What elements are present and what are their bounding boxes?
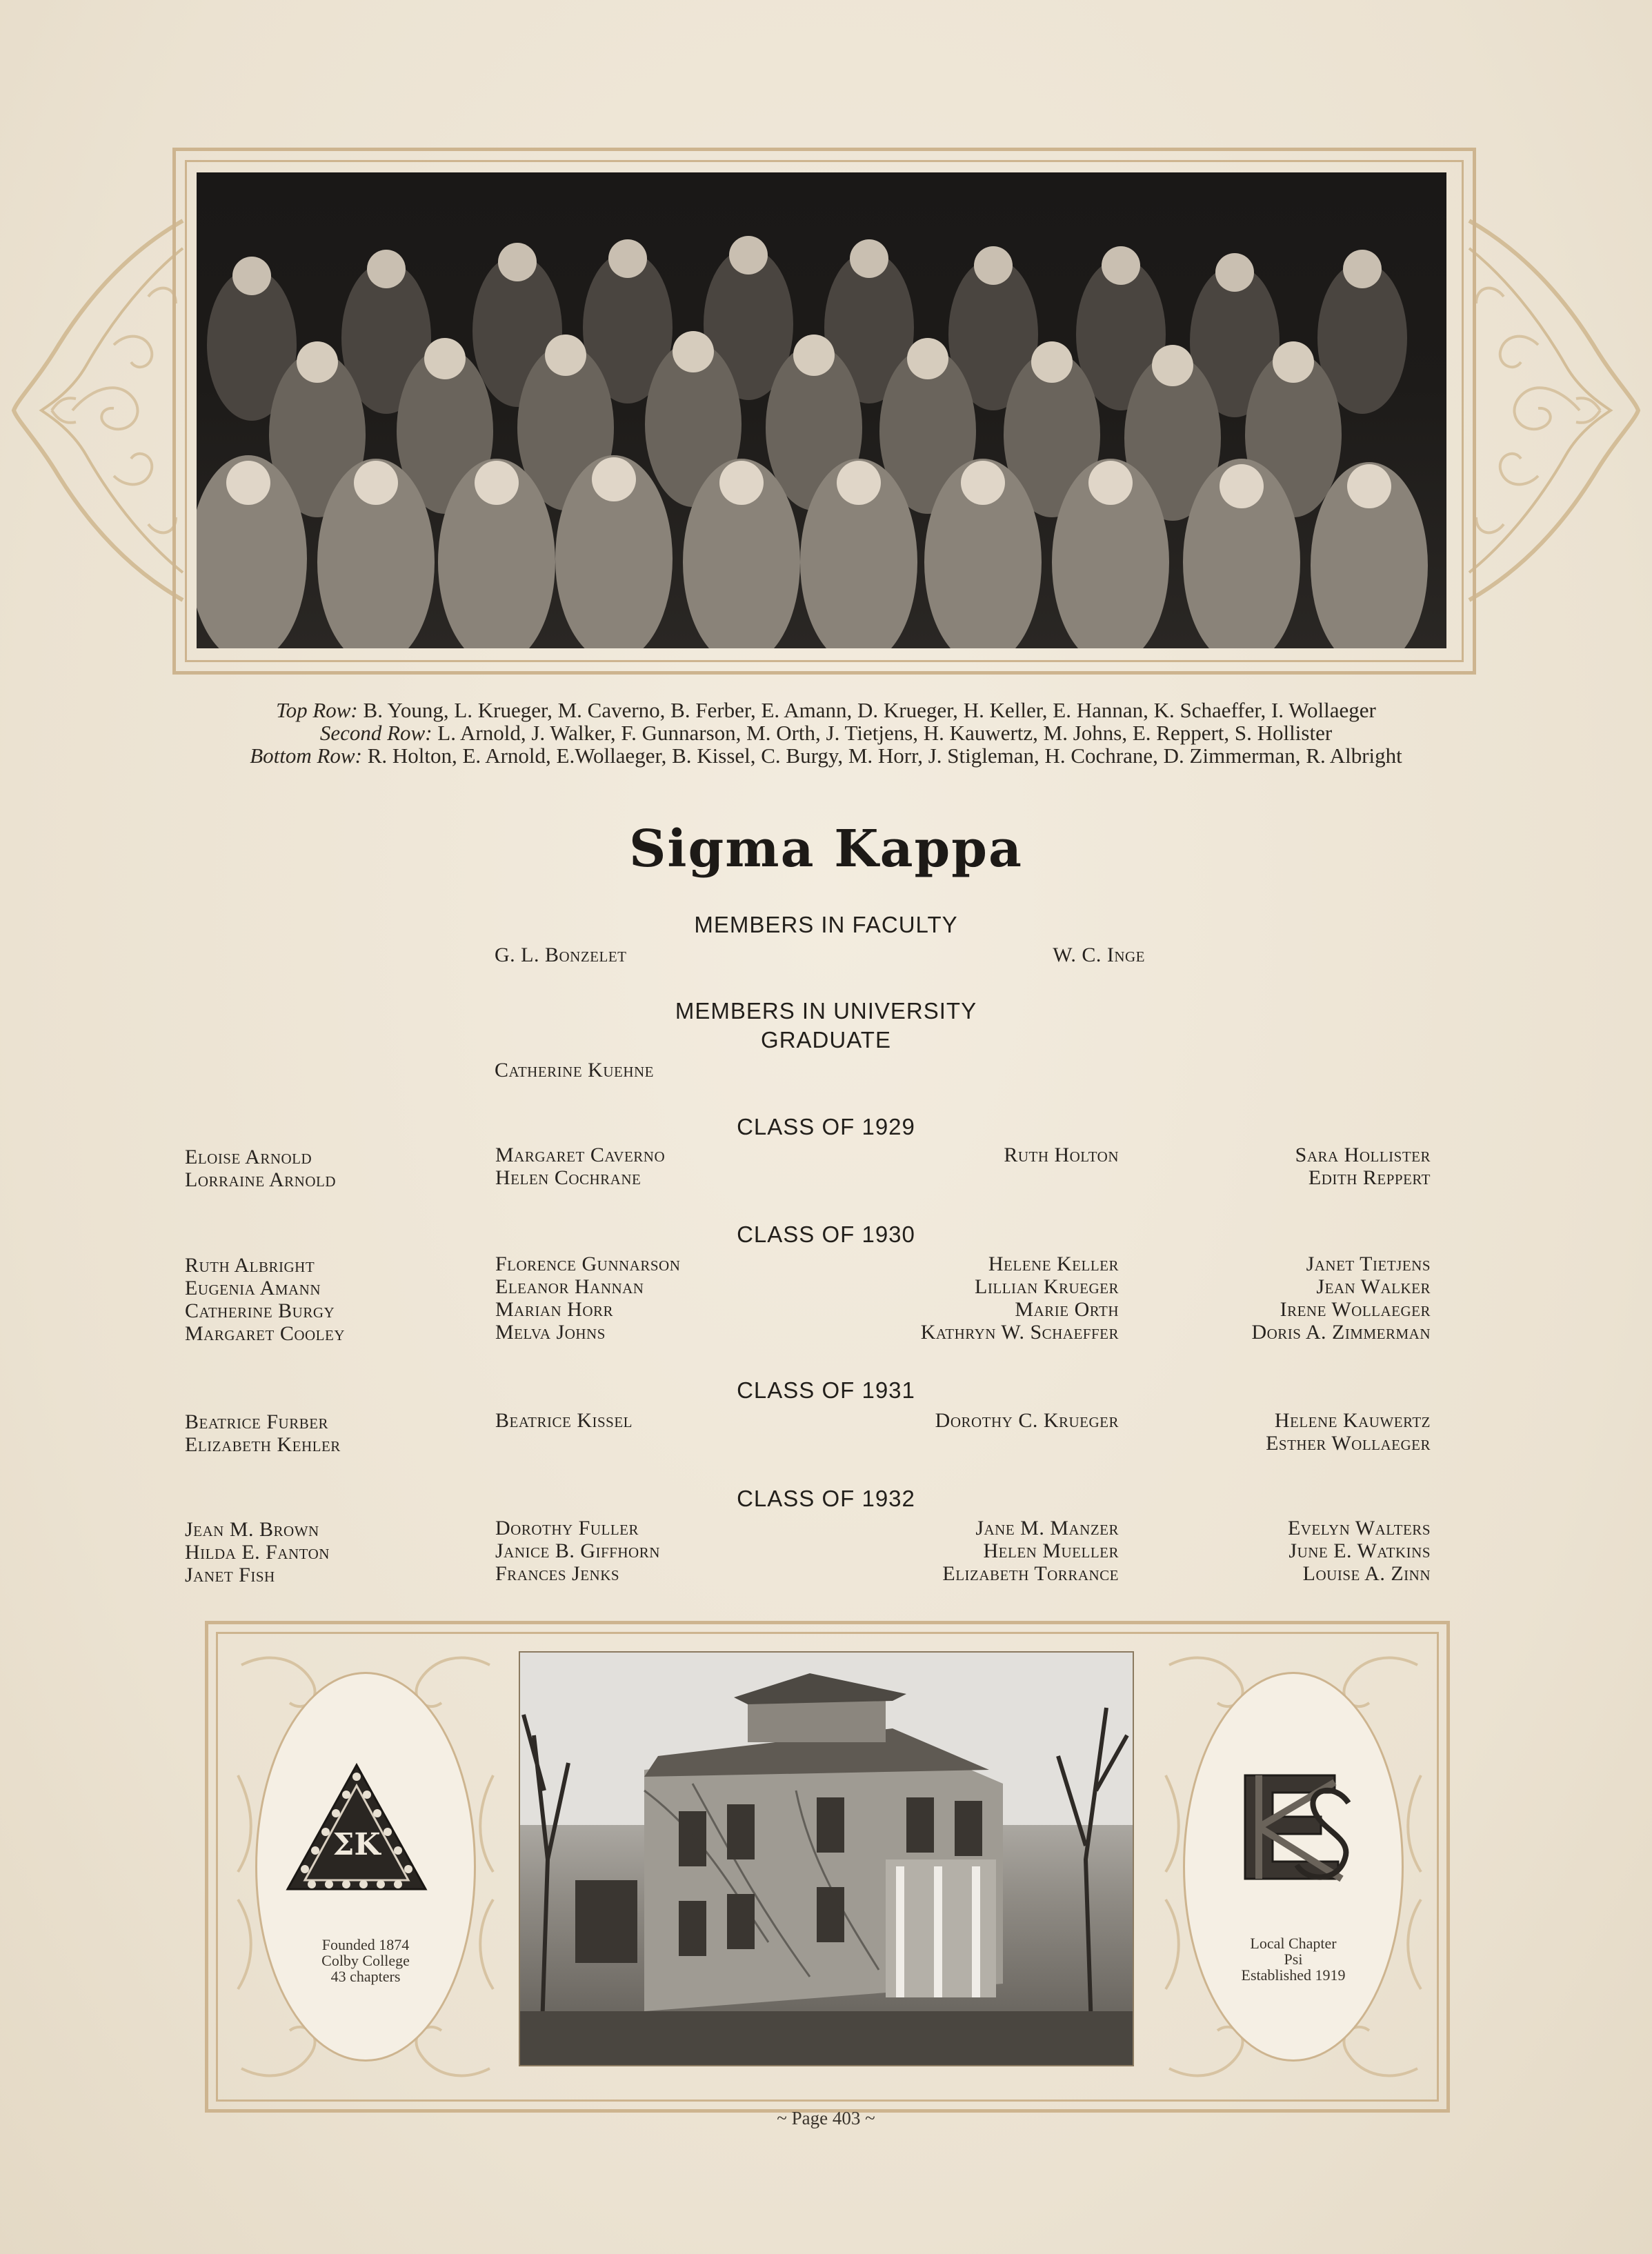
member-name: Helene Kauwertz [1274, 1409, 1431, 1432]
photo-caption [124, 699, 1528, 767]
member-name: Evelyn Walters [1287, 1517, 1431, 1539]
group-photo [197, 172, 1446, 648]
class-1929-column-4 [1295, 1144, 1431, 1189]
class-1929-column-1 [185, 1146, 336, 1191]
caption-second-row-label: Second Row: [319, 721, 432, 745]
class-1931-column-2 [495, 1409, 633, 1432]
crest-letters: ΣΚ [332, 1827, 381, 1862]
member-name: Helen Cochrane [495, 1166, 641, 1189]
founded-year: Founded 1874 [321, 1936, 410, 1953]
chapter-panel [1155, 1637, 1431, 2096]
class-1931-column-4 [1266, 1409, 1431, 1455]
class-1931-column-3 [935, 1409, 1119, 1432]
member-name: Margaret Cooley [185, 1322, 346, 1345]
faculty-name: G. L. Bonzelet [495, 944, 627, 966]
member-name: Elizabeth Torrance [942, 1562, 1119, 1585]
class-1932-column-4 [1288, 1517, 1431, 1585]
member-name: Ruth Holton [1004, 1144, 1119, 1166]
class-1930-column-4 [1251, 1253, 1431, 1344]
member-name: Dorothy Fuller [495, 1517, 639, 1539]
chapter-text [1155, 1935, 1431, 1983]
member-name: Catherine Burgy [185, 1299, 335, 1322]
class-1930-heading: CLASS OF 1930 [737, 1221, 915, 1247]
class-1929-heading: CLASS OF 1929 [737, 1114, 915, 1139]
member-name: Sara Hollister [1295, 1144, 1431, 1166]
left-filigree-ornament [10, 207, 186, 614]
page-footer [0, 2108, 1652, 2129]
member-name: Beatrice Kissel [495, 1409, 633, 1432]
founding-panel [228, 1637, 504, 2096]
founding-text [228, 1937, 504, 1984]
member-name: Jean Walker [1316, 1275, 1431, 1298]
right-filigree-ornament [1466, 207, 1642, 614]
graduate-heading-line-1: MEMBERS IN UNIVERSITY [675, 998, 977, 1024]
sigma-kappa-monogram-icon [1231, 1762, 1355, 1893]
footer-ornament-right: ~ [865, 2108, 875, 2128]
caption-top-row [124, 699, 1528, 721]
class-1930-column-2 [495, 1253, 680, 1344]
member-name: Irene Wollaeger [1280, 1298, 1431, 1321]
caption-bottom-row [124, 744, 1528, 767]
chapter-established: Established 1919 [1241, 1966, 1346, 1984]
sigma-kappa-triangle-badge [284, 1762, 429, 1893]
member-name: Doris A. Zimmerman [1251, 1321, 1431, 1344]
member-name: Elizabeth Kehler [185, 1433, 341, 1456]
graduate-heading-line-2: GRADUATE [761, 1027, 891, 1053]
member-name: Margaret Caverno [495, 1144, 666, 1166]
member-name: Lorraine Arnold [185, 1168, 336, 1191]
member-name: Marian Horr [495, 1298, 614, 1321]
member-name: Jane M. Manzer [975, 1517, 1119, 1539]
member-name: Janice B. Giffhorn [495, 1539, 660, 1562]
chapter-house-photo [519, 1651, 1134, 2066]
faculty-heading: MEMBERS IN FACULTY [694, 912, 958, 937]
chapter-name: Psi [1284, 1951, 1303, 1968]
member-name: Eugenia Amann [185, 1277, 321, 1299]
class-1932-heading: CLASS OF 1932 [737, 1486, 915, 1511]
member-name: Florence Gunnarson [495, 1253, 681, 1275]
member-name: Eleanor Hannan [495, 1275, 644, 1298]
founding-college: Colby College [321, 1952, 410, 1969]
member-name: Jean M. Brown [185, 1518, 319, 1541]
faculty-name: W. C. Inge [1053, 944, 1145, 966]
caption-top-row-label: Top Row: [276, 698, 358, 722]
page-title: Sigma Kappa [628, 819, 1023, 879]
member-name: Edith Reppert [1308, 1166, 1431, 1189]
member-name: Kathryn W. Schaeffer [920, 1321, 1119, 1344]
member-name: Helen Mueller [983, 1539, 1119, 1562]
class-1932-column-1 [185, 1518, 330, 1586]
page-number: Page 403 [791, 2108, 861, 2128]
class-1931-heading: CLASS OF 1931 [737, 1377, 915, 1403]
class-1931-column-1 [185, 1410, 341, 1456]
footer-ornament-left: ~ [777, 2108, 787, 2128]
class-1932-column-3 [942, 1517, 1119, 1585]
member-name: Lillian Krueger [975, 1275, 1119, 1298]
class-1929-column-2 [495, 1144, 665, 1189]
caption-top-row-names: B. Young, L. Krueger, M. Caverno, B. Ferber, E. Amann, D. Krueger, H. Keller, E. Hannan, K. Schaeffer, I. Wollaeger [363, 698, 1376, 722]
class-1930-column-3 [921, 1253, 1119, 1344]
class-1932-column-2 [495, 1517, 660, 1585]
group-photo-figures [197, 172, 1446, 648]
chapter-count: 43 chapters [330, 1968, 401, 1985]
caption-second-row [124, 721, 1528, 744]
member-name: June E. Watkins [1288, 1539, 1431, 1562]
member-name: Marie Orth [1015, 1298, 1119, 1321]
caption-second-row-names: L. Arnold, J. Walker, F. Gunnarson, M. Orth, J. Tietjens, H. Kauwertz, M. Johns, E. Reppert, S. Hollister [437, 721, 1333, 745]
class-1930-column-1 [185, 1254, 345, 1345]
class-1929-column-3 [1004, 1144, 1119, 1166]
member-name: Helene Keller [988, 1253, 1119, 1275]
member-name: Janet Tietjens [1306, 1253, 1431, 1275]
member-name: Louise A. Zinn [1302, 1562, 1431, 1585]
member-name: Janet Fish [185, 1564, 275, 1586]
chapter-house-illustration [520, 1653, 1134, 2066]
caption-bottom-row-label: Bottom Row: [250, 744, 362, 768]
local-chapter-label: Local Chapter [1250, 1935, 1337, 1952]
member-name: Esther Wollaeger [1266, 1432, 1431, 1455]
caption-bottom-row-names: R. Holton, E. Arnold, E.Wollaeger, B. Kissel, C. Burgy, M. Horr, J. Stigleman, H. Cochrane, D. Zimmerman, R. Albright [367, 744, 1402, 768]
member-name: Hilda E. Fanton [185, 1541, 330, 1564]
graduate-name: Catherine Kuehne [495, 1059, 654, 1081]
member-name: Dorothy C. Krueger [935, 1409, 1119, 1432]
member-name: Eloise Arnold [185, 1146, 312, 1168]
member-name: Beatrice Furber [185, 1410, 329, 1433]
member-name: Ruth Albright [185, 1254, 315, 1277]
member-name: Melva Johns [495, 1321, 606, 1344]
member-name: Frances Jenks [495, 1562, 620, 1585]
